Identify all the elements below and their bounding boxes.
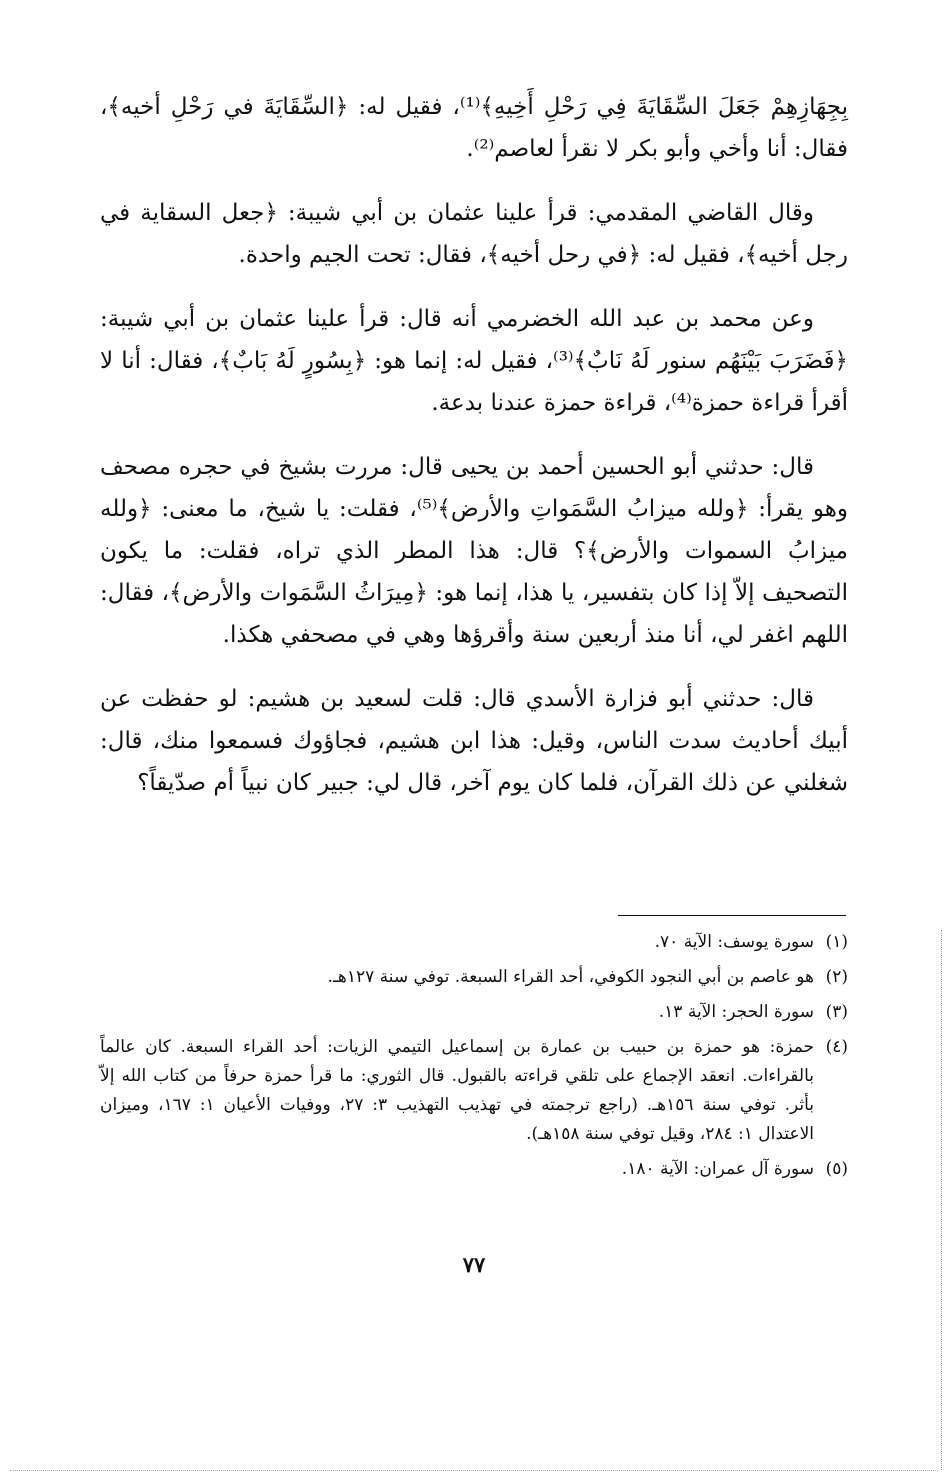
- scan-edge-mark: [941, 930, 942, 1470]
- footnote-text: سورة الحجر: الآية ١٣.: [658, 1002, 814, 1022]
- footnote-item: [100, 1155, 848, 1184]
- footnote-text: هو عاصم بن أبي النجود الكوفي، أحد القراء السبعة. توفي سنة ١٢٧هـ.: [327, 967, 814, 987]
- paragraph: قال: حدثني أبو فزارة الأسدي قال: قلت لسعيد بن هشيم: لو حفظت عن أبيك أحاديث سدت الناس، وقيل: هذا ابن هشيم، فجاؤوك فسمعوا منك، قال: شغلني عن ذلك القرآن، فلما كان يوم آخر، قال لي: جبير كان نبياً أم صدّيقاً؟: [100, 686, 848, 796]
- footnote-item: [100, 998, 848, 1027]
- footnote-text: حمزة: هو حمزة بن حبيب بن عمارة بن إسماعيل التيمي الزيات: أحد القراء السبعة. كان عالماً بالقراءات. انعقد الإجماع على تلقي قراءته بالقبول. قال الثوري: ما قرأ حمزة حرفاً من كتاب الله إلاّ بأثر. توفي سنة ١٥٦هـ. (راجع ترجمته في تهذيب التهذيب ٣: ٢٧، ووفيات الأعيان ١: ١٦٧، وميزان الاعتدال ١: ٢٨٤، وقيل توفي سنة ١٥٨هـ).: [100, 1037, 815, 1144]
- footnotes: [100, 928, 848, 1190]
- footnote-number: (٥): [825, 1159, 848, 1179]
- paragraph: وعن محمد بن عبد الله الخضرمي أنه قال: قرأ علينا عثمان بن أبي شيبة: ﴿فَضَرَبَ بَيْنَهُم سنور لَهُ نَابٌ﴾⁽³⁾، فقيل له: إنما هو: ﴿بِسُورٍ لَهُ بَابٌ﴾، فقال: أنا لا أقرأ قراءة حمزة⁽⁴⁾، قراءة حمزة عندنا بدعة.: [100, 306, 848, 416]
- footnote-item: [100, 928, 848, 957]
- page-number: ٧٧: [462, 1252, 486, 1277]
- paragraph: وقال القاضي المقدمي: قرأ علينا عثمان بن أبي شيبة: ﴿جعل السقاية في رجل أخيه﴾، فقيل له: ﴿في رحل أخيه﴾، فقال: تحت الجيم واحدة.: [100, 200, 848, 268]
- footnote-divider: [618, 915, 846, 916]
- footnote-number: (١): [825, 932, 848, 952]
- footnote-number: (٢): [825, 967, 848, 987]
- footnote-text: سورة آل عمران: الآية ١٨٠.: [621, 1159, 814, 1179]
- footnote-item: [100, 963, 848, 992]
- paragraph: قال: حدثني أبو الحسين أحمد بن يحيى قال: مررت بشيخ في حجره مصحف وهو يقرأ: ﴿ولله ميزابُ السَّمَواتِ والأرض﴾⁽⁵⁾، فقلت: يا شيخ، ما معنى: ﴿ولله ميزابُ السموات والأرض﴾؟ قال: هذا المطر الذي تراه، فقلت: ما يكون التصحيف إلاّ إذا كان بتفسير، يا هذا، إنما هو: ﴿مِيرَاثُ السَّمَوات والأرض﴾، فقال: اللهم اغفر لي، أنا منذ أربعين سنة وأقرؤها وهي في مصحفي هكذا.: [100, 454, 849, 648]
- main-text: [100, 86, 848, 804]
- scan-bottom-mark: [10, 1470, 938, 1471]
- paragraph: بِجِهَازِهِمْ جَعَلَ السِّقَايَةَ فِي رَحْلِ أَخِيهِ﴾⁽¹⁾، فقيل له: ﴿السِّقَايَةَ في رَحْلِ أخيه﴾، فقال: أنا وأخي وأبو بكر لا نقرأ لعاصم⁽²⁾.: [100, 94, 848, 162]
- footnote-number: (٤): [825, 1037, 848, 1057]
- footnote-text: سورة يوسف: الآية ٧٠.: [654, 932, 814, 952]
- footnote-number: (٣): [825, 1002, 848, 1022]
- footnote-item: [100, 1033, 848, 1149]
